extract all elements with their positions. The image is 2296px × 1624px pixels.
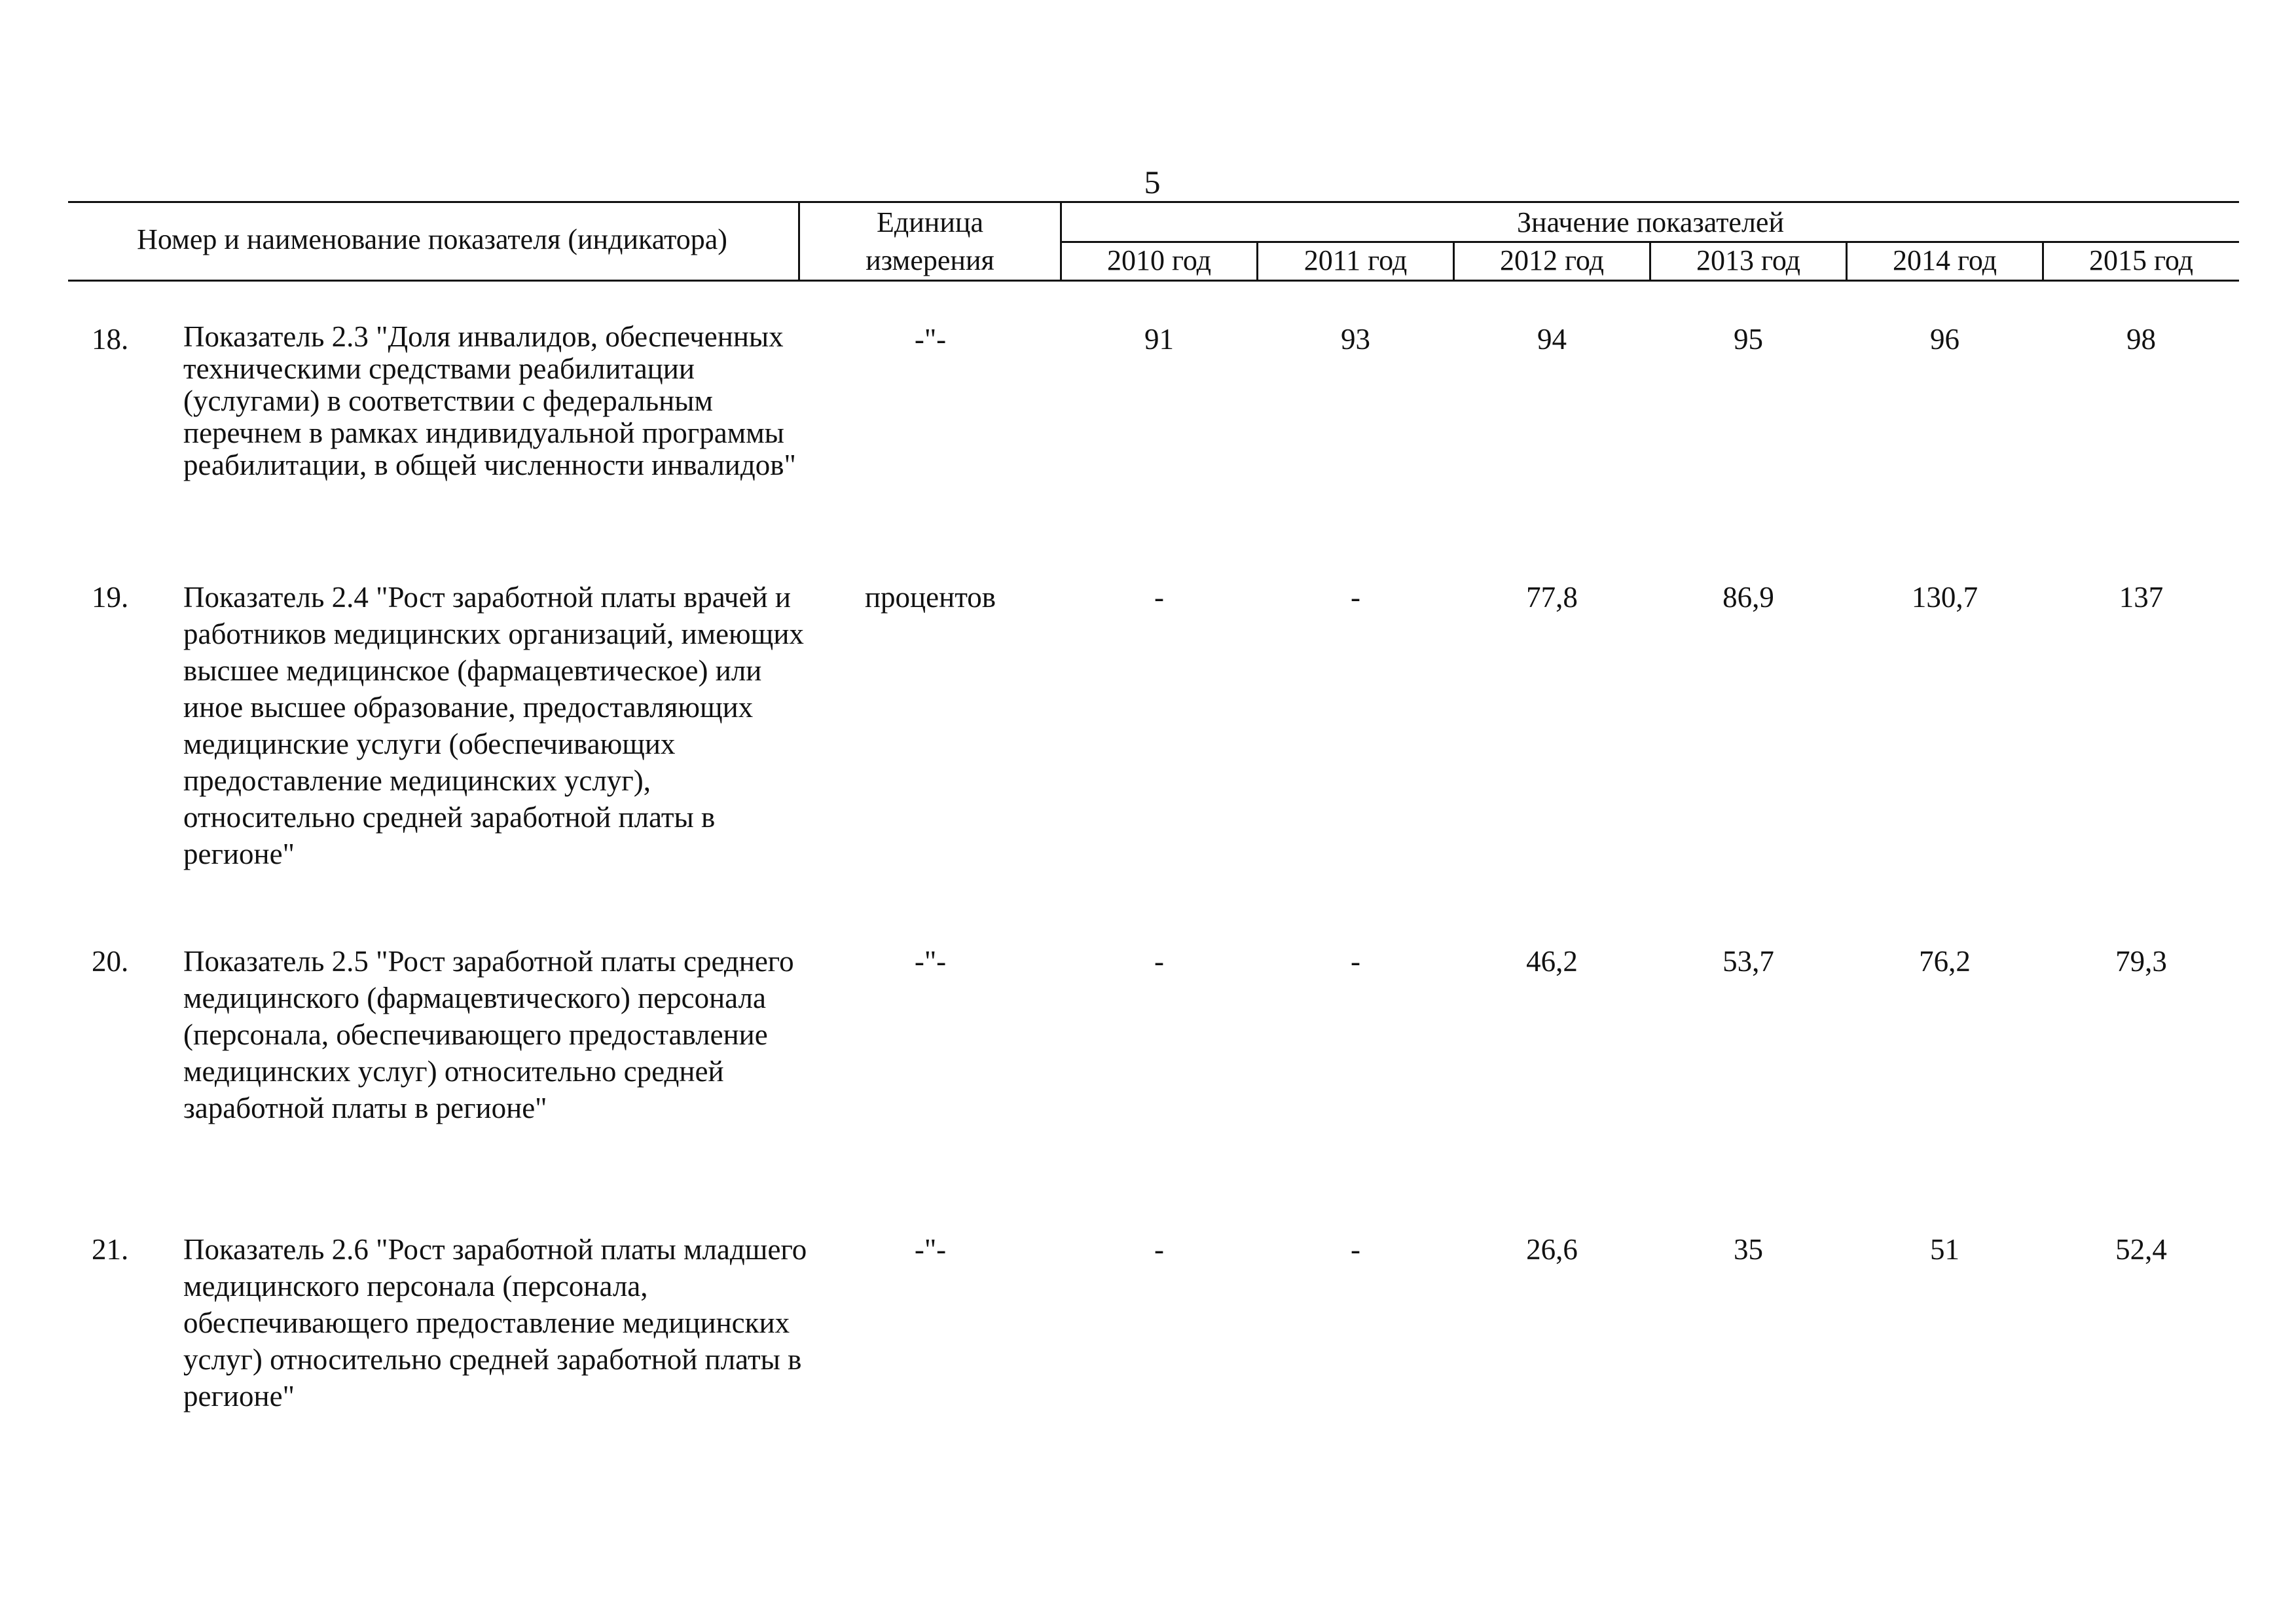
header-year-2014: 2014 год — [1892, 244, 1997, 276]
unit-of-measure: -"- — [914, 323, 947, 356]
unit-of-measure: -"- — [914, 945, 947, 978]
value-2010: - — [1154, 1233, 1164, 1266]
value-2010: 91 — [1144, 323, 1174, 356]
header-year-2010: 2010 год — [1106, 244, 1212, 276]
indicator-name: Показатель 2.5 "Рост заработной платы среднего медицинского (фармацевтического) персонала (персонала, обеспечивающего предоставление медицинских услуг) относительно средней заработной платы в регионе" — [183, 945, 794, 1124]
indicator-name: Показатель 2.6 "Рост заработной платы младшего медицинского персонала (персонала, обеспечивающего предоставление медицинских услуг) относительно средней заработной платы в регионе" — [183, 1233, 807, 1412]
header-year-2015: 2015 год — [2088, 244, 2194, 276]
value-2013: 95 — [1734, 323, 1763, 356]
header-values-group: Значение показателей — [1517, 206, 1784, 238]
value-2012: 46,2 — [1526, 945, 1578, 978]
row-number: 19. — [92, 581, 129, 614]
value-2014: 96 — [1930, 323, 1959, 356]
header-year-2013: 2013 год — [1696, 244, 1801, 276]
value-2013: 86,9 — [1722, 581, 1774, 614]
row-number: 21. — [92, 1233, 129, 1266]
value-2011: - — [1351, 1233, 1360, 1266]
value-2014: 51 — [1930, 1233, 1959, 1266]
value-2014: 130,7 — [1911, 581, 1978, 614]
header-unit-column-line2: измерения — [866, 244, 994, 276]
value-2011: - — [1351, 945, 1360, 978]
value-2015: 79,3 — [2115, 945, 2167, 978]
value-2012: 77,8 — [1526, 581, 1578, 614]
unit-of-measure: -"- — [914, 1233, 947, 1266]
row-number: 18. — [92, 323, 129, 356]
value-2012: 94 — [1537, 323, 1567, 356]
value-2013: 53,7 — [1722, 945, 1774, 978]
unit-of-measure: процентов — [864, 581, 996, 614]
indicator-name: Показатель 2.3 "Доля инвалидов, обеспеченных техническими средствами реабилитации (услугами) в соответствии с федеральным перечнем в рамках индивидуальной программы реабилитации, в общей численности инвалидов" — [183, 320, 796, 481]
value-2015: 52,4 — [2115, 1233, 2167, 1266]
header-top-border — [68, 201, 2239, 203]
value-2011: - — [1351, 581, 1360, 614]
value-2015: 137 — [2119, 581, 2164, 614]
header-unit-column-line1: Единица — [877, 206, 983, 238]
value-2011: 93 — [1341, 323, 1370, 356]
value-2013: 35 — [1734, 1233, 1763, 1266]
indicator-name: Показатель 2.4 "Рост заработной платы врачей и работников медицинских организаций, имеющих высшее медицинское (фармацевтическое) или иное высшее образование, предоставляющих медицинские услуги (обеспечивающих предоставление медицинских услуг), относительно средней заработной платы в регионе" — [183, 581, 804, 870]
header-name-column: Номер и наименование показателя (индикатора) — [137, 223, 727, 255]
row-number: 20. — [92, 945, 129, 978]
value-2015: 98 — [2126, 323, 2156, 356]
value-2014: 76,2 — [1919, 945, 1971, 978]
header-bottom-border — [68, 280, 2239, 282]
header-year-2012: 2012 год — [1499, 244, 1605, 276]
value-2012: 26,6 — [1526, 1233, 1578, 1266]
value-2010: - — [1154, 945, 1164, 978]
value-2010: - — [1154, 581, 1164, 614]
page-number: 5 — [1144, 164, 1161, 200]
header-year-2011: 2011 год — [1303, 244, 1408, 276]
